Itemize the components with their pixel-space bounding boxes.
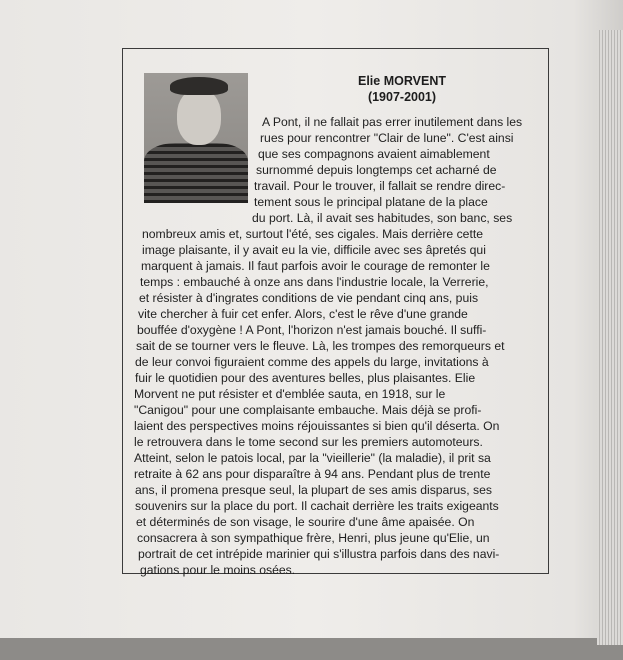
- text-line: image plaisante, il y avait eu la vie, difficile avec ses âpretés qui: [142, 243, 486, 257]
- text-line: marquent à jamais. Il faut parfois avoir le courage de remonter le: [141, 259, 490, 273]
- text-line: et déterminés de son visage, le sourire d'une âme apaisée. On: [136, 515, 475, 529]
- plaid-shirt: [144, 143, 248, 203]
- text-line: consacrera à son sympathique frère, Henri, plus jeune qu'Elie, un: [137, 531, 490, 545]
- text-line: temps : embauché à onze ans dans l'industrie locale, la Verrerie,: [140, 275, 489, 289]
- portrait-photo-icon: [144, 73, 248, 203]
- text-line: Atteint, selon le patois local, par la "vieillerie" (la maladie), il prit sa: [134, 451, 491, 465]
- beret: [170, 77, 228, 95]
- text-line: et résister à d'ingrates conditions de vie pendant cinq ans, puis: [139, 291, 479, 305]
- face: [177, 89, 221, 145]
- text-line: gations pour le moins osées.: [140, 563, 296, 577]
- text-line: rues pour rencontrer "Clair de lune". C'est ainsi: [260, 131, 514, 145]
- text-line: vite chercher à fuir cet enfer. Alors, c'est le rêve d'une grande: [138, 307, 468, 321]
- text-line: tement sous le principal platane de la place: [254, 195, 488, 209]
- article-heading: [352, 73, 452, 105]
- text-line: sait de se tourner vers le fleuve. Là, les trompes des remorqueurs et: [136, 339, 505, 353]
- life-dates: (1907-2001): [367, 90, 437, 104]
- text-line: surnommé depuis longtemps cet acharné de: [256, 163, 497, 177]
- text-line: travail. Pour le trouver, il fallait se rendre direc-: [254, 179, 506, 193]
- text-line: retraite à 62 ans pour disparaître à 94 ans. Pendant plus de trente: [134, 467, 491, 481]
- text-line: souvenirs sur la place du port. Il cachait derrière les traits exigeants: [135, 499, 499, 513]
- text-line: fuir le quotidien pour des aventures belles, plus plaisantes. Elie: [135, 371, 476, 385]
- text-line: du port. Là, il avait ses habitudes, son banc, ses: [252, 211, 513, 225]
- text-line: de leur convoi figuraient comme des appels du large, invitations à: [135, 355, 489, 369]
- text-line: le retrouvera dans le tome second sur les premiers automoteurs.: [134, 435, 483, 449]
- text-line: bouffée d'oxygène ! A Pont, l'horizon n'est jamais bouché. Il suffi-: [137, 323, 487, 337]
- page-stack-edge: [597, 30, 623, 645]
- text-line: Morvent ne put résister et d'emblée sauta, en 1918, sur le: [134, 387, 446, 401]
- text-line: portrait de cet intrépide marinier qui s'illustra parfois dans des navi-: [138, 547, 500, 561]
- text-line: que ses compagnons avaient aimablement: [258, 147, 490, 161]
- text-line: "Canigou" pour une complaisante embauche. Mais déjà se profi-: [134, 403, 482, 417]
- text-line: nombreux amis et, surtout l'été, ses cigales. Mais derrière cette: [142, 227, 484, 241]
- text-line: A Pont, il ne fallait pas errer inutilement dans les: [262, 115, 523, 129]
- text-line: ans, il promena presque seul, la plupart de ses amis disparus, ses: [135, 483, 493, 497]
- text-line: laient des perspectives moins réjouissantes si bien qu'il déserta. On: [134, 419, 500, 433]
- person-name: Elie MORVENT: [358, 74, 446, 88]
